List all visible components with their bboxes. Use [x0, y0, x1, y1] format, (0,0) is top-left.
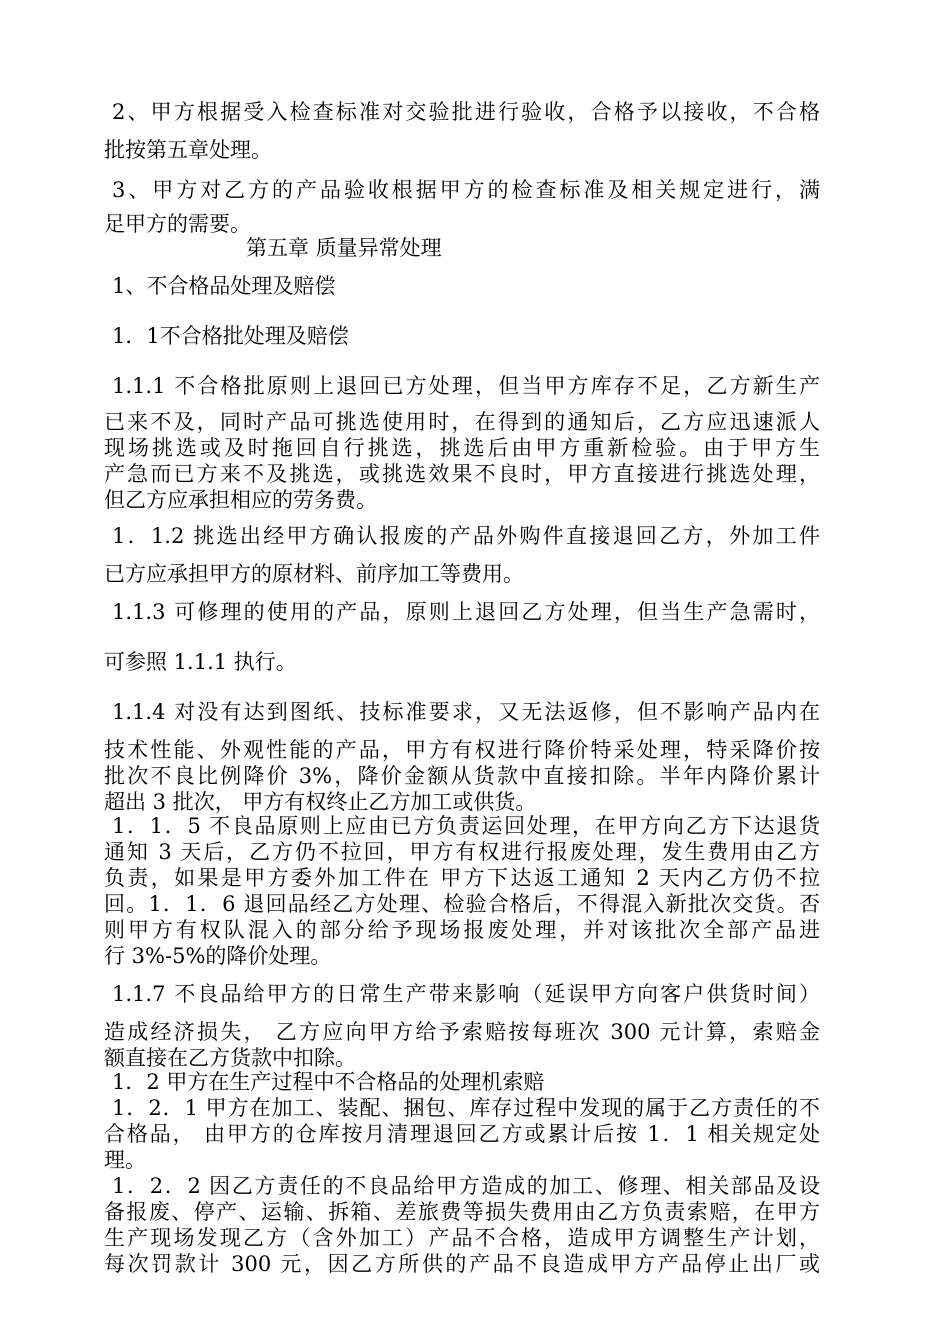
text-line: 批次不良比例降价 3%，降价金额从货款中直接扣除。半年内降价累计 — [104, 764, 820, 788]
text-line: 负责，如果是甲方委外加工件在 甲方下达返工通知 2 天内乙方仍不拉 — [104, 866, 820, 890]
text-line: 回。1．1．6 退回品经乙方处理、检验合格后，不得混入新批次交货。否 — [104, 892, 820, 916]
text-line: 1.1.7 不良品给甲方的日常生产带来影响（延误甲方向客户供货时间） — [112, 982, 820, 1006]
text-line: 3、甲方对乙方的产品验收根据甲方的检查标准及相关规定进行，满 — [112, 178, 820, 202]
text-line: 足甲方的需要。 — [104, 212, 251, 236]
text-line: 1．2．2 因乙方责任的不良品给甲方造成的加工、修理、相关部品及设 — [112, 1174, 820, 1198]
text-line: 造成经济损失， 乙方应向甲方给予索赔按每班次 300 元计算，索赔金 — [104, 1020, 820, 1044]
text-line: 行 3%-5%的降价处理。 — [104, 944, 332, 968]
text-line: 每次罚款计 300 元，因乙方所供的产品不良造成甲方产品停止出厂或 — [104, 1252, 820, 1276]
text-line: 产急而已方来不及挑选，或挑选效果不良时，甲方直接进行挑选处理， — [104, 462, 820, 486]
text-line: 1.1.1 不合格批原则上退回已方处理，但当甲方库存不足，乙方新生产 — [112, 374, 820, 398]
text-line: 合格品， 由甲方的仓库按月清理退回乙方或累计后按 1．1 相关规定处 — [104, 1122, 820, 1146]
text-line: 可参照 1.1.1 执行。 — [104, 650, 297, 674]
text-line: 技术性能、外观性能的产品，甲方有权进行降价特采处理，特采降价按 — [104, 738, 820, 762]
text-line: 1．2 甲方在生产过程中不合格品的处理机索赔 — [112, 1070, 545, 1094]
chapter-heading-text: 第五章 质量异常处理 — [246, 236, 442, 260]
text-line: 1．1.2 挑选出经甲方确认报废的产品外购件直接退回乙方，外加工件 — [112, 524, 820, 548]
text-line: 通知 3 天后，乙方仍不拉回，甲方有权进行报废处理，发生费用由乙方 — [104, 840, 820, 864]
text-line: 1．1不合格批处理及赔偿 — [112, 324, 349, 348]
text-line: 1、不合格品处理及赔偿 — [112, 274, 336, 298]
text-line: 则甲方有权队混入的部分给予现场报废处理，并对该批次全部产品进 — [104, 918, 820, 942]
text-line: 额直接在乙方货款中扣除。 — [104, 1046, 356, 1070]
text-line: 1．1．5 不良品原则上应由已方负责运回处理，在甲方向乙方下达退货 — [112, 814, 820, 838]
text-line: 理。 — [104, 1148, 146, 1172]
text-line: 现场挑选或及时拖回自行挑选，挑选后由甲方重新检验。由于甲方生 — [104, 436, 820, 460]
text-line: 1.1.3 可修理的使用的产品，原则上退回乙方处理，但当生产急需时， — [112, 600, 820, 624]
text-line: 但乙方应承担相应的劳务费。 — [104, 488, 377, 512]
text-line: 1．2．1 甲方在加工、装配、捆包、库存过程中发现的属于乙方责任的不 — [112, 1096, 820, 1120]
text-line: 批按第五章处理。 — [104, 138, 272, 162]
text-line: 备报废、停产、运输、拆箱、差旅费等损失费用由乙方负责索赔，在甲方 — [104, 1200, 820, 1224]
text-line: 超出 3 批次， 甲方有权终止乙方加工或供货。 — [104, 790, 537, 814]
text-line: 已方应承担甲方的原材料、前序加工等费用。 — [104, 562, 524, 586]
text-line: 2、甲方根据受入检查标准对交验批进行验收，合格予以接收，不合格 — [112, 100, 820, 124]
chapter-heading — [0, 236, 950, 260]
text-line: 1.1.4 对没有达到图纸、技标准要求，又无法返修，但不影响产品内在 — [112, 700, 820, 724]
text-line: 生产现场发现乙方（含外加工）产品不合格，造成甲方调整生产计划， — [104, 1226, 820, 1250]
text-line: 已来不及，同时产品可挑选使用时，在得到的通知后，乙方应迅速派人 — [104, 410, 820, 434]
